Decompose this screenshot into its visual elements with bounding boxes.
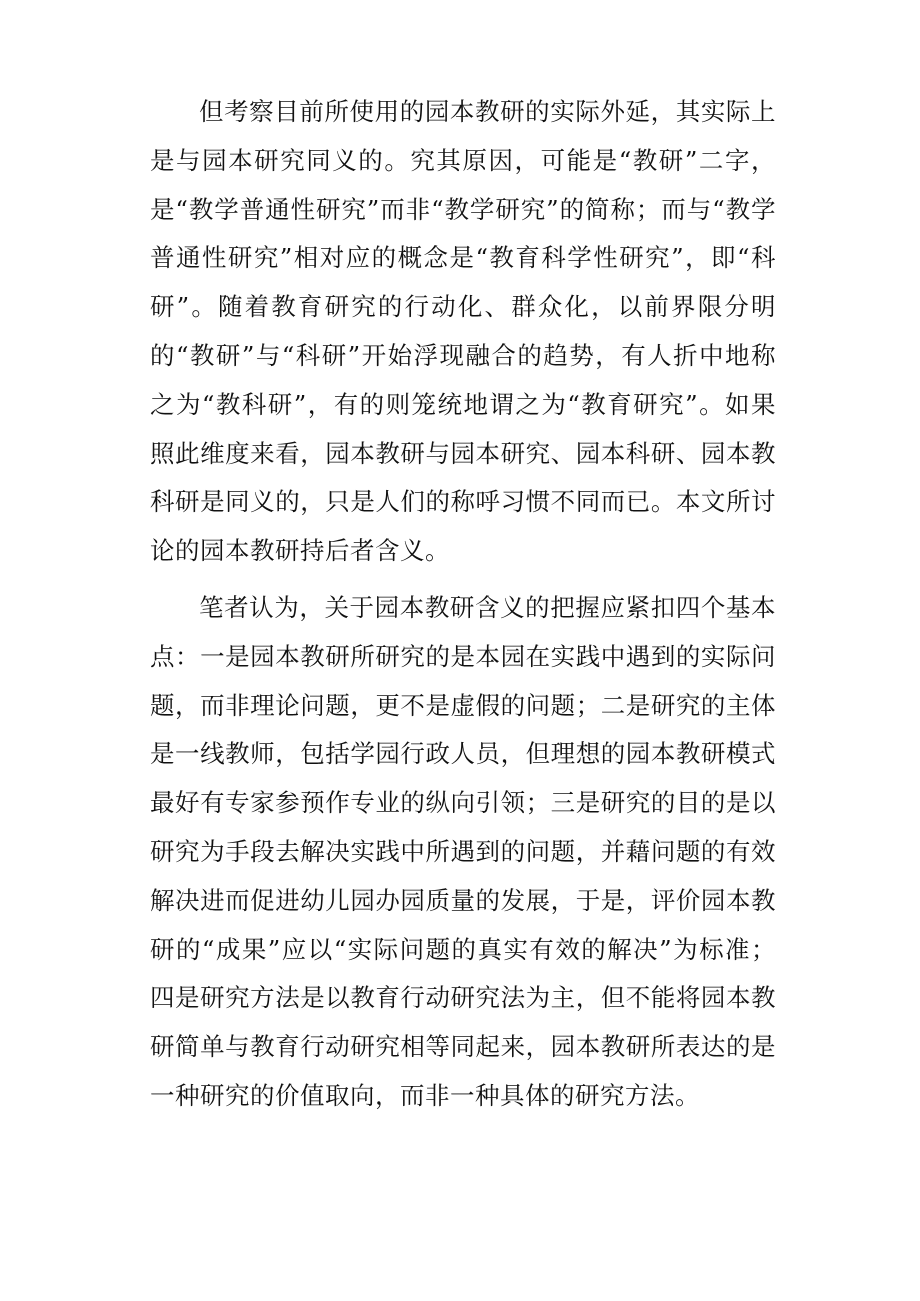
body-paragraph-2: 笔者认为，关于园本教研含义的把握应紧扣四个基本点：一是园本教研所研究的是本园在实践中遇到的实际问题，而非理论问题，更不是虚假的问题；二是研究的主体是一线教师，包括学园行政人员，但理想的园本教研模式最好有专家参预作专业的纵向引领；三是研究的目的是以研究为手段去解决实践中所遇到的问题，并藉问题的有效解决进而促进幼儿园办园质量的发展，于是，评价园本教研的“成果”应以“实际问题的真实有效的解决”为标准；四是研究方法是以教育行动研究法为主，但不能将园本教研简单与教育行动研究相等同起来，园本教研所表达的是一种研究的价值取向，而非一种具体的研究方法。: [150, 593, 776, 1110]
body-paragraph-1: 但考察目前所使用的园本教研的实际外延，其实际上是与园本研究同义的。究其原因，可能是“教研”二字，是“教学普通性研究”而非“教学研究”的简称；而与“教学普通性研究”相对应的概念是“教育科学性研究”，即“科研”。随着教育研究的行动化、群众化，以前界限分明的“教研”与“科研”开始浮现融合的趋势，有人折中地称之为“教科研”，有的则笼统地谓之为“教育研究”。如果照此维度来看，园本教研与园本研究、园本科研、园本教科研是同义的，只是人们的称呼习惯不同而已。本文所讨论的园本教研持后者含义。: [150, 97, 776, 566]
